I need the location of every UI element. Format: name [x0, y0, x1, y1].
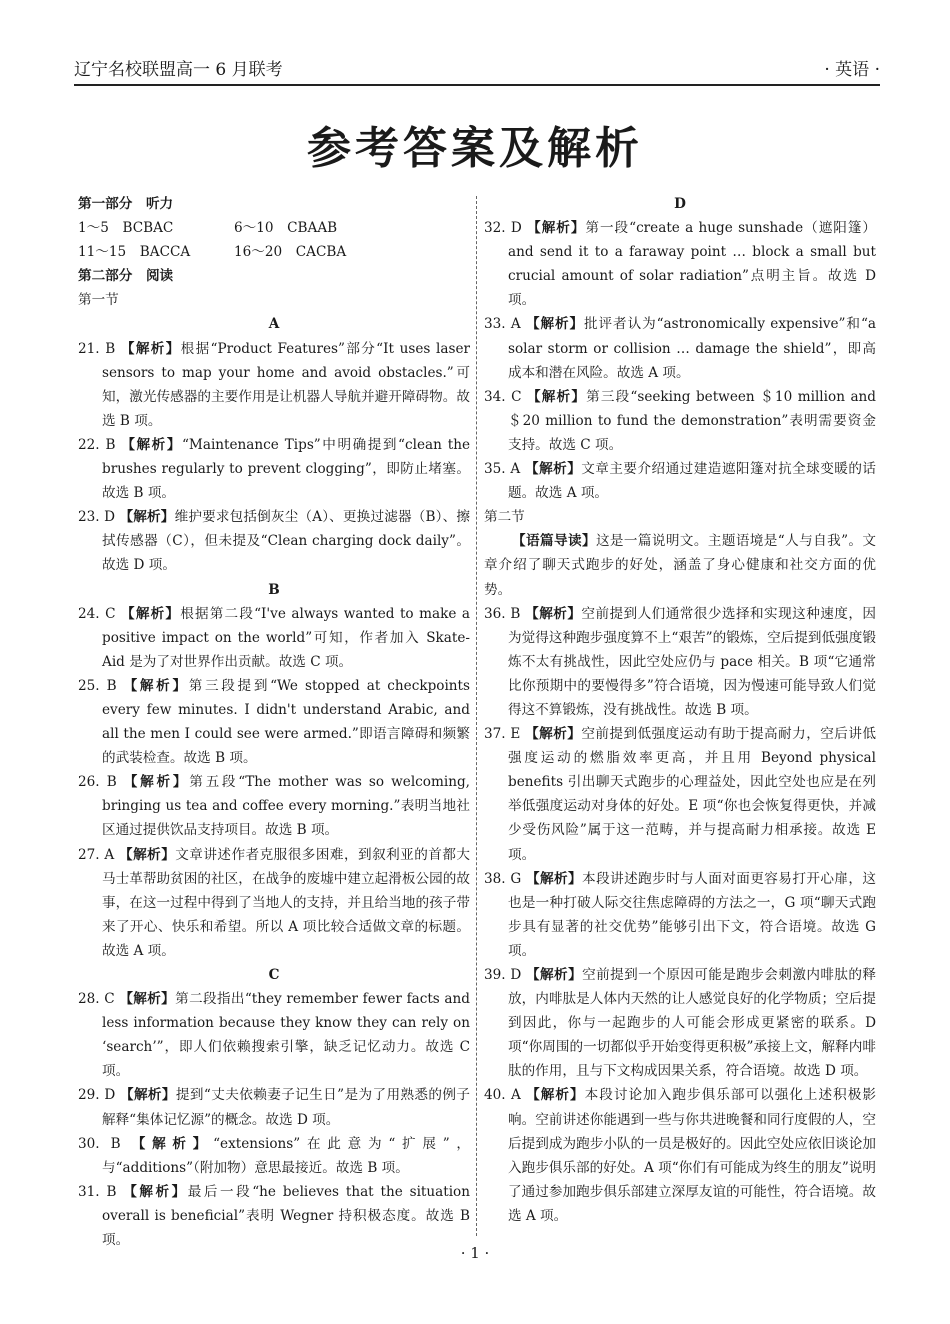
column-divider: [476, 196, 477, 1236]
section1-heading: 第一节: [78, 292, 119, 309]
item-text: 本段讨论加入跑步俱乐部可以强化上述积极影响。空前讲述你能遇到一些与你共进晚餐和同行度假的人，空后提到成为跑步小队的一员是极好的。因此空处应依旧谈论加入跑步俱乐部的好处。A 项“你们有可能成为终生的朋友”说明了通过参加跑步俱乐部建立深厚友谊的可能性，符合语境。故选 A 项。: [508, 1087, 877, 1224]
item-number: 38. G: [484, 870, 526, 887]
answer-item-24: [78, 602, 470, 674]
item-number: 33. A: [484, 316, 526, 333]
item-text: 第二段指出“they remember fewer facts and less information because they know they can rely on ‘search’”，即人们依赖搜索引擎，缺乏记忆动力。故选 C 项。: [102, 991, 470, 1080]
answer-item-26: [78, 770, 470, 842]
answer-item-32: [484, 216, 876, 312]
part1-heading: 第一部分 听力: [78, 196, 174, 212]
answer-item-28: [78, 987, 470, 1083]
analysis-tag: 【解析】: [525, 316, 585, 333]
passage-d-heading: D: [674, 196, 686, 212]
item-number: 37. E: [484, 726, 526, 743]
analysis-tag: 【解析】: [123, 1183, 188, 1200]
passage-b-heading: B: [268, 581, 280, 598]
guide-text: 这是一篇说明文。主题语境是“人与自我”。文章介绍了聊天式跑步的好处，涵盖了身心健康和社交方面的优势。: [484, 533, 877, 598]
answer-item-31: [78, 1180, 470, 1252]
answer-item-36: [484, 602, 876, 722]
part2-heading: 第二部分 阅读: [78, 268, 174, 285]
item-text: 第三段“seeking between ＄10 million and ＄20 million to fund the demonstration”表明需要资金支持。故选 C 项。: [508, 388, 877, 453]
answer-item-38: [484, 867, 876, 963]
item-number: 23. D: [78, 509, 120, 526]
listening-answers-row: [78, 240, 470, 264]
analysis-tag: 【解析】: [527, 388, 587, 405]
item-text: 最后一段“he believes that the situation overall is beneficial”表明 Wegner 持积极态度。故选 B 项。: [102, 1183, 470, 1249]
item-text: 空前提到人们通常很少选择和实现这种速度，因为觉得这种跑步强度算不上“艰苦”的锻炼，空后提到低强度锻炼不太有挑战性，因此空处应仍与 pace 相关。B 项“它通常比你预期中的要慢得多”符合语境，因为慢速可能导致人们觉得这不算锻炼，没有挑战性。故选 B 项。: [508, 605, 877, 718]
analysis-tag: 【解析】: [121, 436, 182, 453]
item-text: 空前提到一个原因可能是跑步会刺激内啡肽的释放，内啡肽是人体内天然的让人感觉良好的化学物质；空后提到因此，你与一起跑步的人可能会形成更紧密的联系。D 项“你周围的一切都似乎开始变得更积极”承接上文，解释内啡肽的作用，且与下文构成因果关系，符合语境。故选 D 项。: [508, 967, 877, 1080]
right-column: [484, 192, 876, 1228]
section2-heading: 第二节: [484, 509, 525, 526]
answer-item-25: [78, 674, 470, 770]
analysis-tag: 【解析】: [119, 1087, 176, 1104]
answer-item-29: [78, 1083, 470, 1131]
analysis-tag: 【解析】: [123, 774, 190, 791]
item-number: 21. B: [78, 340, 121, 357]
analysis-tag: 【解析】: [120, 340, 181, 357]
item-number: 26. B: [78, 774, 124, 791]
item-text: 批评者认为“astronomically expensive”和“a solar storm or collision … damage the shield”，即高成本和潜在风险。故选 A 项。: [508, 316, 877, 381]
analysis-tag: 【解析】: [119, 846, 176, 863]
item-number: 29. D: [78, 1087, 120, 1104]
item-number: 28. C: [78, 991, 120, 1008]
answer-item-22: [78, 433, 470, 505]
item-text: 根据“Product Features”部分“It uses laser sensors to map your home and avoid obstacles.”可知，激光传感器的主要作用是让机器人导航并避开障碍物。故选 B 项。: [102, 340, 470, 429]
item-text: 提到“丈夫依赖妻子记生日”是为了用熟悉的例子解释“集体记忆源”的概念。故选 D 项。: [102, 1087, 470, 1128]
analysis-tag: 【解析】: [525, 726, 582, 743]
analysis-tag: 【解析】: [121, 605, 181, 622]
passage-c-heading: C: [268, 967, 280, 983]
answer-item-34: [484, 385, 876, 457]
item-text: 第三段提到“We stopped at checkpoints every few minutes. I didn't understand Arabic, and all the men I could see were armed.”即语言障碍和频繁的武装检查。故选 B 项。: [102, 677, 471, 767]
listening-answers-row: [78, 216, 470, 240]
item-number: 32. D: [484, 220, 528, 237]
listening-answers-16-20: 16～20 CACBA: [234, 244, 347, 261]
answer-item-23: [78, 505, 470, 577]
document-title: 参考答案及解析: [307, 123, 643, 174]
item-text: 维护要求包括倒灰尘（A）、更换过滤器（B）、擦拭传感器（C），但未提及“Clean charging dock daily”。故选 D 项。: [102, 509, 470, 574]
answer-item-30: [78, 1132, 470, 1180]
item-number: 34. C: [484, 388, 528, 405]
answer-item-21: [78, 337, 470, 433]
answer-item-39: [484, 963, 876, 1083]
listening-answers-1-5: 1～5 BCBAC: [78, 220, 174, 237]
answer-item-40: [484, 1083, 876, 1228]
analysis-tag: 【解析】: [525, 870, 583, 887]
item-number: 39. D: [484, 967, 527, 983]
item-number: 40. A: [484, 1087, 527, 1104]
item-text: 第一段“create a huge sunshade（遮阳篷）and send it to a faraway point … block a small but crucial amount of solar radiation”点明主旨。故选 D 项。: [508, 220, 877, 309]
analysis-tag: 【解析】: [526, 1087, 585, 1104]
page-number: · 1 ·: [460, 1244, 490, 1262]
guide-tag: 【语篇导读】: [512, 533, 596, 550]
listening-answers-6-10: 6～10 CBAAB: [234, 220, 338, 237]
item-text: 文章主要介绍通过建造遮阳篷对抗全球变暖的话题。故选 A 项。: [508, 461, 877, 502]
item-text: “extensions”在此意为“扩展”，与“additions”（附加物）意思最接近。故选 B 项。: [102, 1135, 470, 1176]
analysis-tag: 【解析】: [527, 220, 586, 237]
answer-item-27: [78, 843, 470, 963]
analysis-tag: 【解析】: [131, 1135, 214, 1152]
subject-label: · 英语 ·: [824, 60, 880, 80]
item-text: 根据第二段“I've always wanted to make a positive impact on the world”可知，作者加入 Skate-Aid 是为了对世界作出贡献。故选 C 项。: [102, 605, 471, 670]
item-text: 文章讲述作者克服很多困难，到叙利亚的首都大马士革帮助贫困的社区，在战争的废墟中建立起滑板公园的故事，在这一过程中得到了当地人的支持，并且给当地的孩子带来了开心、快乐和希望。所以 A 项比较合适做文章的标题。故选 A 项。: [102, 846, 471, 959]
left-column: [78, 192, 470, 1252]
analysis-tag: 【解析】: [123, 677, 189, 694]
exam-title: 辽宁名校联盟高一 6 月联考: [74, 60, 283, 80]
page-header: [74, 52, 880, 86]
answer-item-35: [484, 457, 876, 505]
analysis-tag: 【解析】: [119, 509, 175, 526]
item-number: 30. B: [78, 1135, 132, 1152]
passage-guide: [484, 529, 876, 601]
analysis-tag: 【解析】: [525, 605, 582, 622]
item-text: 本段讲述跑步时与人面对面更容易打开心扉，这也是一种打破人际交往焦虑障碍的方法之一，G 项“聊天式跑步具有显著的社交优势”能够引出下文，符合语境。故选 G 项。: [508, 870, 876, 959]
item-text: 空前提到低强度运动有助于提高耐力，空后讲低强度运动的燃脂效率更高，并且用 Beyond physical benefits 引出聊天式跑步的心理益处，因此空处也应是在列举低强度运动对身体的好处。E 项“你也会恢复得更快，并减少受伤风险”属于这一范畴，并与提高耐力相承接。故选 E 项。: [508, 726, 877, 863]
item-number: 27. A: [78, 846, 120, 863]
answer-item-33: [484, 312, 876, 384]
answer-item-37: [484, 722, 876, 867]
analysis-tag: 【解析】: [525, 461, 582, 478]
item-number: 22. B: [78, 436, 122, 453]
item-number: 25. B: [78, 677, 124, 694]
item-number: 35. A: [484, 461, 526, 478]
item-number: 36. B: [484, 605, 526, 622]
passage-a-heading: A: [268, 316, 280, 333]
item-number: 31. B: [78, 1183, 124, 1200]
listening-answers-11-15: 11～15 BACCA: [78, 244, 191, 261]
item-text: “Maintenance Tips”中明确提到“clean the brushes regularly to prevent clogging”，即防止堵塞。故选 B 项。: [102, 436, 470, 502]
item-number: 24. C: [78, 605, 122, 622]
analysis-tag: 【解析】: [119, 991, 176, 1008]
analysis-tag: 【解析】: [526, 967, 583, 983]
item-text: 第五段“The mother was so welcoming, bringing us tea and coffee every morning.”表明当地社区通过提供饮品支持项目。故选 B 项。: [102, 774, 470, 839]
